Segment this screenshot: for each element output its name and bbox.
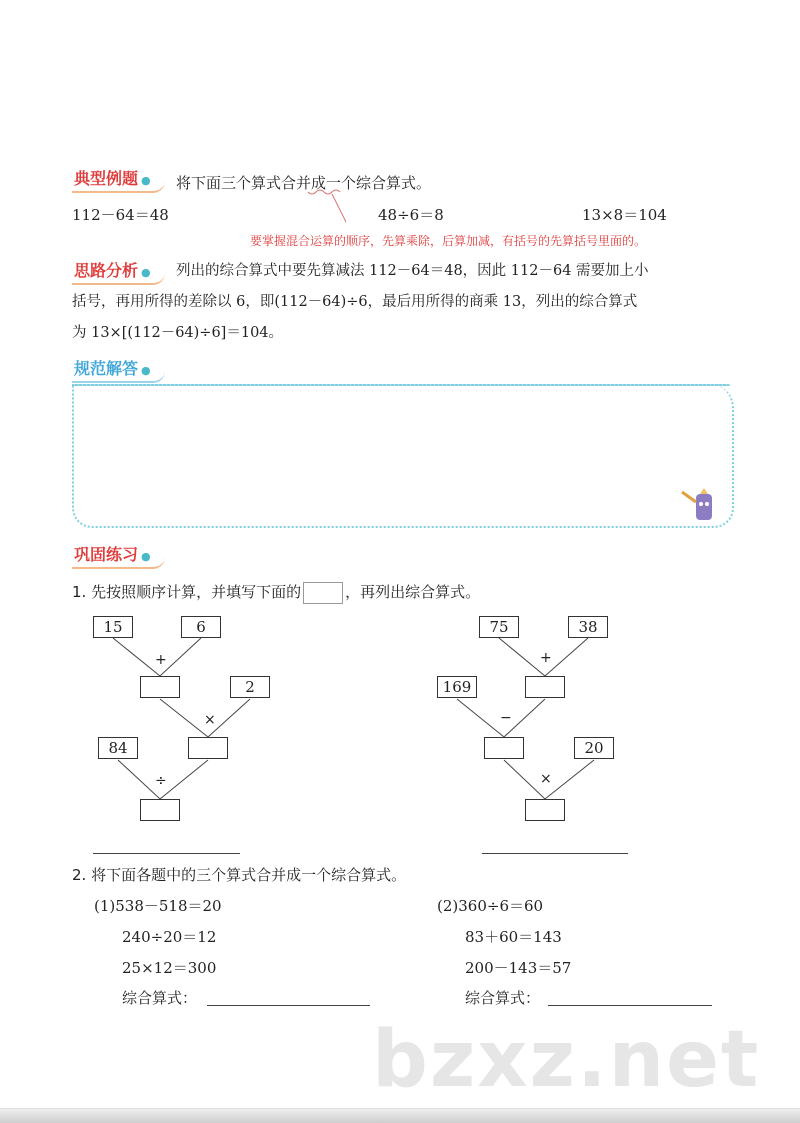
tree-right-blank-1[interactable] [525, 676, 565, 698]
analysis-line-2: 括号，再用所得的差除以 6，即(112－64)÷6，最后用所得的商乘 13，列出的综合算式 [72, 294, 638, 310]
tree-left-value-b: 6 [181, 616, 221, 638]
q2-p1-eq1: (1)538－518＝20 [94, 897, 222, 915]
example-prompt: 将下面三个算式合并成一个综合算式。 [176, 174, 432, 192]
example-eq-3: 13×8＝104 [582, 206, 667, 224]
analysis-heading: 思路分析 ● [72, 258, 165, 285]
tree-right-op2: − [500, 710, 512, 726]
practice-heading: 巩固练习 ● [72, 542, 165, 569]
q2-p2-eq1: (2)360÷6＝60 [437, 897, 544, 915]
q1-right-answer-line[interactable] [482, 853, 628, 854]
tree-right-op1: + [540, 650, 552, 666]
tree-right-value-a: 75 [479, 616, 519, 638]
tree-left-op3: ÷ [155, 773, 167, 789]
q2-p1-eq3: 25×12＝300 [122, 959, 217, 977]
q2-instruction: 2. 将下面各题中的三个算式合并成一个综合算式。 [72, 866, 407, 884]
analysis-line-3: 为 13×[(112－64)÷6]＝104。 [72, 325, 284, 341]
tree-left-op2: × [204, 712, 216, 728]
example-eq-1: 112－64＝48 [72, 206, 169, 224]
q1-instruction: 1. 先按照顺序计算，并填写下面的 ，再列出综合算式。 [72, 581, 480, 604]
q1-left-answer-line[interactable] [93, 853, 240, 854]
q2-p1-eq2: 240÷20＝12 [122, 928, 217, 946]
tree-left-blank-2[interactable] [188, 737, 228, 759]
q2-p2-eq2: 83＋60＝143 [465, 928, 562, 946]
example-eq-2: 48÷6＝8 [378, 206, 444, 224]
tree-left-value-c: 2 [230, 676, 270, 698]
tree-left-blank-1[interactable] [140, 676, 180, 698]
tree-left-value-a: 15 [93, 616, 133, 638]
q2-p2-eq3: 200－143＝57 [465, 959, 572, 977]
example-heading: 典型例题 ● [72, 166, 165, 193]
q2-p1-answer-line[interactable] [207, 1005, 370, 1006]
page-bottom-edge [0, 1108, 800, 1123]
tree-left-blank-3[interactable] [140, 799, 180, 821]
tree-right-value-c: 169 [437, 676, 477, 698]
analysis-line-1: 列出的综合算式中要先算减法 112－64＝48，因此 112－64 需要加上小 [176, 263, 649, 279]
tree-right-blank-2[interactable] [484, 737, 524, 759]
tree-right-value-d: 20 [574, 737, 614, 759]
q2-p2-answer-line[interactable] [548, 1005, 712, 1006]
example-note: 要掌握混合运算的顺序，先算乘除，后算加减，有括号的先算括号里面的。 [250, 234, 647, 248]
q2-p1-label: 综合算式： [122, 989, 198, 1007]
answer-heading: 规范解答 ● [72, 356, 165, 383]
tree-right-op3: × [540, 771, 552, 787]
tree-left-value-d: 84 [98, 737, 138, 759]
watermark: bzxz.net [372, 1015, 761, 1105]
tree-right-value-b: 38 [568, 616, 608, 638]
tree-right-blank-3[interactable] [525, 799, 565, 821]
tree-left-op1: + [155, 652, 167, 668]
q2-p2-label: 综合算式： [465, 989, 541, 1007]
